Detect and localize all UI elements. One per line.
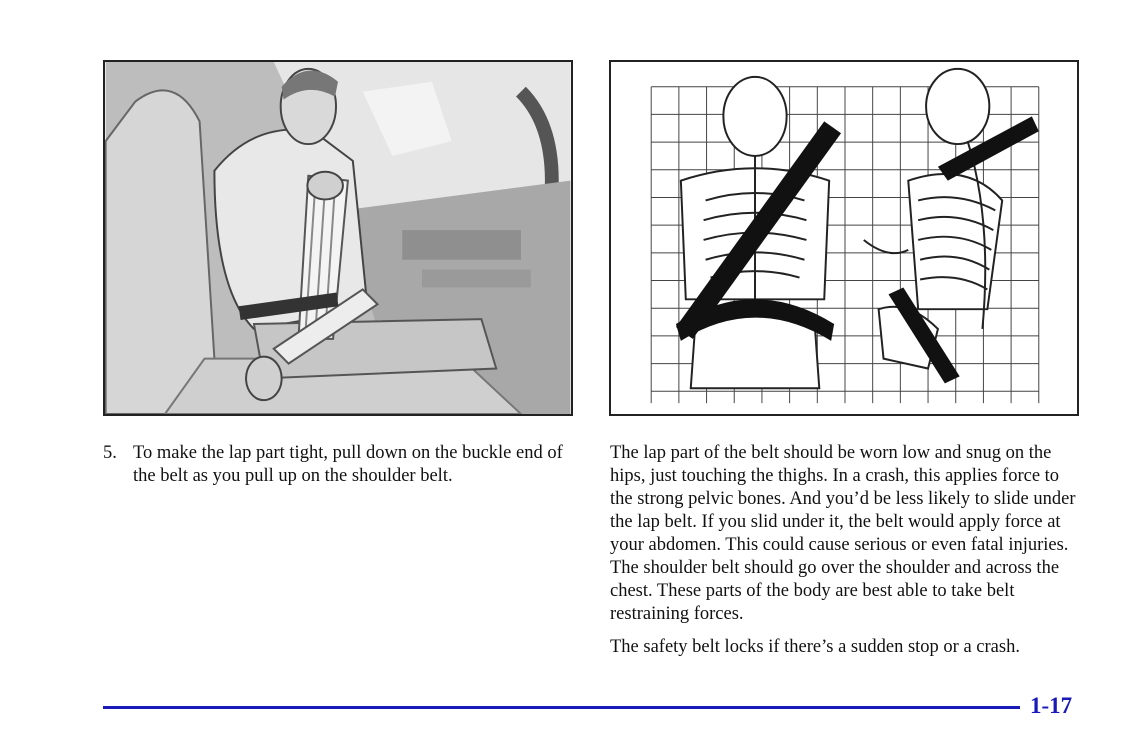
body-paragraph-1: The lap part of the belt should be worn low and snug on the hips, just touching the thighs. In a crash, this applies force to the strong pelvic bones. And you’d be less likely to slide under the lap belt. If you slid under it, the belt would apply force at your abdomen. This could cause serious or even fatal injuries. The shoulder belt should go over the shoulder and across the chest. These parts of the body are best able to take belt restraining forces.	[610, 443, 1076, 624]
seatbelt-drawing	[105, 62, 571, 414]
step-number: 5.	[103, 443, 117, 463]
body-text	[610, 442, 1082, 659]
footer-rule	[103, 706, 1020, 709]
skeleton-belt-diagram	[609, 60, 1079, 416]
seatbelt-illustration	[103, 60, 573, 416]
step-text: To make the lap part tight, pull down on the buckle end of the belt as you pull up on the shoulder belt.	[133, 443, 563, 486]
step-5	[103, 442, 573, 488]
skeleton-drawing	[611, 62, 1077, 414]
page-number: 1-17	[1030, 693, 1073, 718]
body-paragraph-2: The safety belt locks if there’s a sudden stop or a crash.	[610, 637, 1020, 657]
